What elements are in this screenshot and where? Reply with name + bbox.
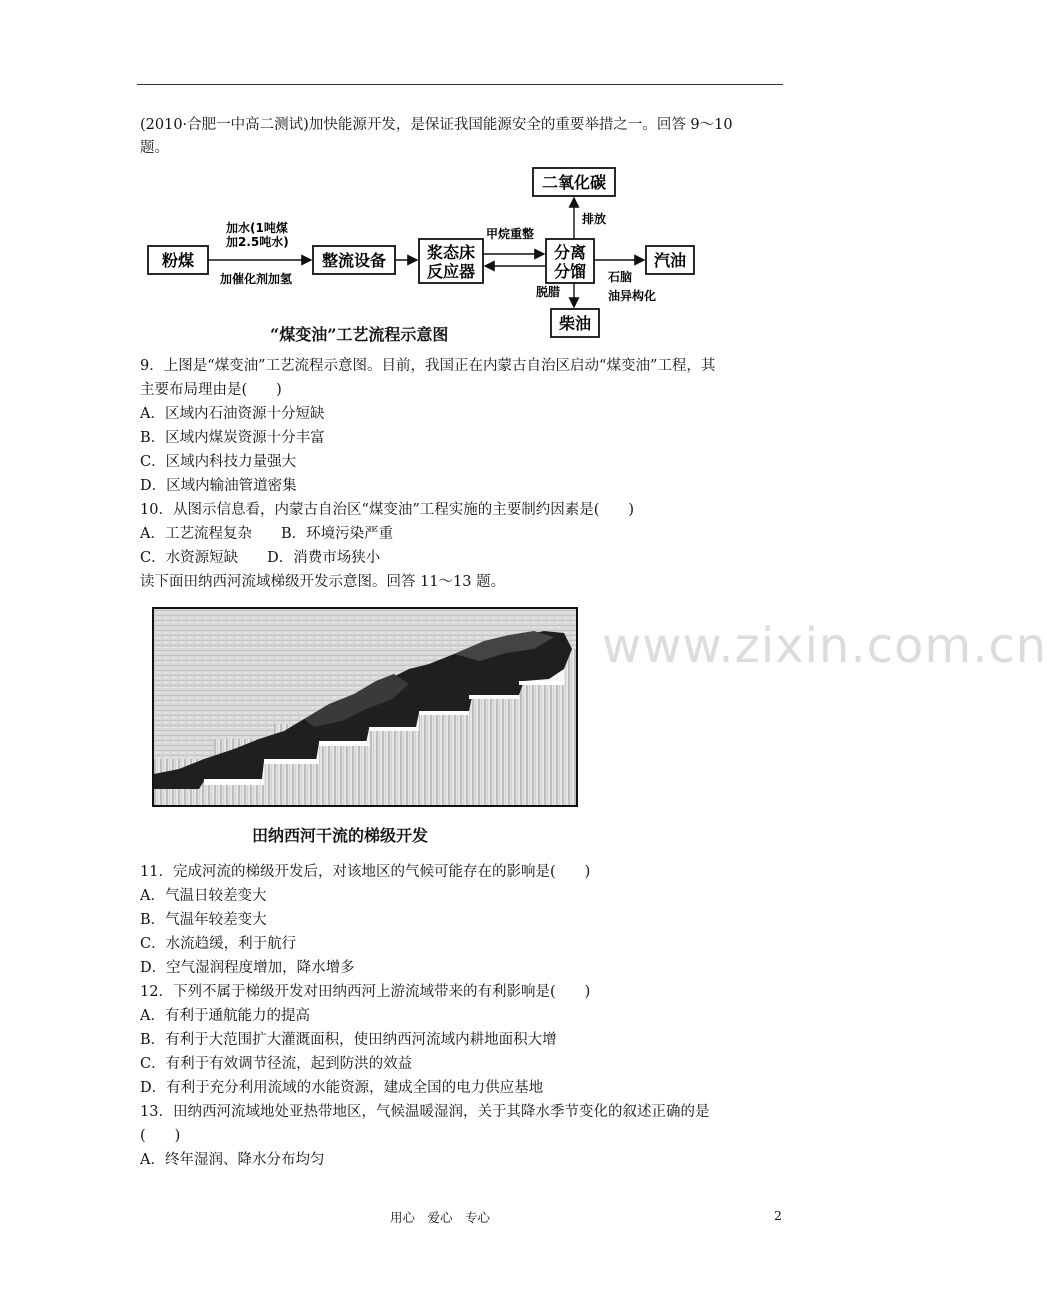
q12-stem: 12．下列不属于梯级开发对田纳西河上游流域带来的有利影响是( ) xyxy=(140,984,591,1000)
tennessee-cascade-figure xyxy=(152,607,578,807)
label-catalyst: 加催化剂加氢 xyxy=(220,272,293,286)
q9-stem-2: 主要布局理由是( ) xyxy=(140,382,282,398)
q11-option-b: B．气温年较差变大 xyxy=(140,912,267,928)
node-co2: 二氧化碳 xyxy=(541,173,607,192)
label-methane-reform: 甲烷重整 xyxy=(486,227,535,241)
q12-option-a: A．有利于通航能力的提高 xyxy=(140,1008,310,1024)
node-diesel: 柴油 xyxy=(558,314,592,333)
coal-to-oil-flowchart xyxy=(140,162,700,342)
label-naphtha-l1: 石脑 xyxy=(608,270,633,284)
q9-option-d: D．区域内输油管道密集 xyxy=(140,478,297,494)
page-number: 2 xyxy=(774,1208,782,1223)
label-emission: 排放 xyxy=(582,212,607,226)
q10-options-cd: C．水资源短缺 D．消费市场狭小 xyxy=(140,550,381,566)
cascade-illustration xyxy=(154,609,576,805)
q13-stem-2: ( ) xyxy=(140,1128,181,1144)
q9-option-b: B．区域内煤炭资源十分丰富 xyxy=(140,430,325,446)
node-separator-l2: 分馏 xyxy=(553,262,587,281)
q13-option-a: A．终年湿润、降水分布均匀 xyxy=(140,1152,325,1168)
label-naphtha-l2: 油异构化 xyxy=(608,289,657,303)
q9-option-a: A．区域内石油资源十分短缺 xyxy=(140,406,325,422)
cascade-caption: 田纳西河干流的梯级开发 xyxy=(252,826,429,845)
q11-option-a: A．气温日较差变大 xyxy=(140,888,267,904)
node-reactor-l2: 反应器 xyxy=(426,262,476,281)
node-coal-powder: 粉煤 xyxy=(161,251,195,270)
label-add-water-l1: 加水(1吨煤 xyxy=(226,221,288,235)
node-rectifier: 整流设备 xyxy=(321,251,387,270)
watermark: www.zixin.com.cn xyxy=(602,618,1047,674)
q12-option-d: D．有利于充分利用流域的水能资源，建成全国的电力供应基地 xyxy=(140,1080,544,1096)
q11-stem: 11．完成河流的梯级开发后，对该地区的气候可能存在的影响是( ) xyxy=(140,864,591,880)
footer-motto: 用心 爱心 专心 xyxy=(390,1210,491,1225)
reading-prompt-2: 读下面田纳西河流域梯级开发示意图。回答 11～13 题。 xyxy=(140,574,506,590)
q13-stem-1: 13．田纳西河流域地处亚热带地区，气候温暖湿润，关于其降水季节变化的叙述正确的是 xyxy=(140,1104,710,1120)
label-dewax: 脱腊 xyxy=(536,285,561,299)
q10-options-ab: A．工艺流程复杂 B．环境污染严重 xyxy=(140,526,394,542)
q10-stem: 10．从图示信息看，内蒙古自治区“煤变油”工程实施的主要制约因素是( ) xyxy=(140,502,635,518)
q9-stem-1: 9．上图是“煤变油”工艺流程示意图。目前，我国正在内蒙古自治区启动“煤变油”工程，其 xyxy=(140,358,716,374)
node-gasoline: 汽油 xyxy=(653,251,687,270)
node-reactor-l1: 浆态床 xyxy=(426,243,476,262)
label-add-water-l2: 加2.5吨水) xyxy=(226,235,289,249)
node-separator-l1: 分离 xyxy=(553,243,587,262)
q11-option-c: C．水流趋缓，利于航行 xyxy=(140,936,297,952)
flowchart-caption: “煤变油”工艺流程示意图 xyxy=(270,325,449,344)
header-rule xyxy=(137,84,783,85)
q12-option-c: C．有利于有效调节径流，起到防洪的效益 xyxy=(140,1056,413,1072)
q11-option-d: D．空气湿润程度增加，降水增多 xyxy=(140,960,355,976)
q9-option-c: C．区域内科技力量强大 xyxy=(140,454,297,470)
intro-line-2: 题。 xyxy=(140,140,169,156)
intro-line-1: (2010·合肥一中高二测试)加快能源开发，是保证我国能源安全的重要举措之一。回答 9～10 xyxy=(140,117,733,133)
q12-option-b: B．有利于大范围扩大灌溉面积，使田纳西河流域内耕地面积大增 xyxy=(140,1032,557,1048)
